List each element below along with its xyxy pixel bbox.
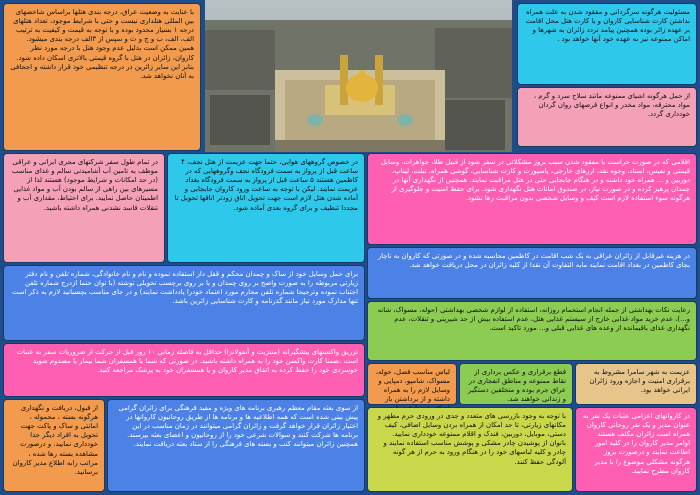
card-right-weapons: از حمل هرگونه اشیای ممنوعه مانند سلاح سرد و گرم ، مواد محترقه، مواد مخدر و انواع قرصهای روان گردان خودداری گردد. xyxy=(518,88,696,146)
card-right-valuables: اقلامی که در صورت حراست یا مفقود شدن سبب بروز مشکلاتی در سفر شود از قبیل طلا، جواهرات، وسایل قیمتی و نفیس، اسناد، وجوه نقد، ارزهای خارجی، پاسپورت و کارت شناسایی، گوشی همراه، تبلت، لپتاپ، دوربین و ... همراه خود داشته و در هنگام جابجایی حتی در هتل مراقبت نمایند. همچنین از نگهداری آنها در چمدان پرهیز کرده و در صورت نیاز، در صندوق امانات هتل نگهداری شود. برای حفظ امنیت و جلوگیری از هرگونه سوء استفاده لازم است کیف و وسایل شخصی بدون مراقبت رها نشود. xyxy=(368,154,696,244)
card-center-air: در خصوص گروههای هوایی، حتما جهت عزیمت از هتل نجف، ۴ ساعت قبل از پرواز به سمت فرودگاه نجف وگروههایی که در کاظمین هستند ۵ ساعت قبل از پرواز به سمت فرودگاه بغداد عزیمت نمایند. لیکن با توجه به ساعت ورود کاروان جابجایی و آماده شدن هتل لازم است جهت تحویل اتاق زودتر اتاقها تحویل تا مجددا تنظیف و برای گروه بعدی آماده شود. xyxy=(168,154,364,262)
card-mid-rules: قطع برقراری و عکس برداری از نقاط ممنوعه و مناطق انفجاری در عراق جرم بوده و متخلفین دستگیر و زندانی خواهند شد. xyxy=(460,364,572,404)
card-mid-laundry: لباس مناسب فصل، حوله، مسواک، شامپو، دمپایی و وسایل لازم را به همراه داشته و از برداشتن بار xyxy=(368,364,456,404)
card-top-left: با عنایت به وضعیت عراق، درجه بندی هتلها براساس شاخصهای بین المللی هتلداری نیست و حتی با شرایط موجود، تعداد هتلهای درجه ۱ بسیار محدود بوده و با توجه به قیمت و کیفیت به ترتیب الف، الف، ب و ج و ث و سپس از ۳الف درجه بندی میشود. همین ممکن است بدلیل عدم وجود هتل با درجه مورد نظر کاروان، زائران در هتل با گروه قیمتی بالاتری اسکان داده شود. بنابر این سایر زائرین در درجه تنظیمی خود قرار داشته و اجحافی به آنان نخواهد شد. xyxy=(4,4,200,150)
card-right-health: رعایت نکات بهداشتی از جمله انجام استحمام روزانه، استفاده از لوازم شخصی بهداشتی (حوله، مسواک، شانه و...)، عدم خرید مواد غذایی خارج از سیستم غذایی هتل، عدم استفاده بیش از حد شیرینی و تنقلات، عدم نگهداری غذای باقیمانده از وعده های غذایی قبلی و... مورد تاکید است. xyxy=(368,302,696,360)
card-top-right: مسئولیت هرگونه سرگردانی و مفقود شدن به علت همراه نداشتن کارت شناسایی کاروان و یا کارت هتل محل اقامت بر عهده زائر بوده همچنین پیامد تردد زائران به شهرها و اماکن ممنوعه نیز به عهده خود آنها خواهد بود . xyxy=(518,4,696,84)
card-mid-bottom-green: با توجه به وجود بازرسی های متعدد و جدی در ورودی حرم مطهر و مکانهای زیارتی، تا حد امکان از همراه بردن وسایل اضافی، کیف دستی، موبایل، دوربین، فندک و اقلام ممنوعه خودداری نمایید. بانوان از پوشیدن چادر مشکی و پوشش مناسب استفاده نمایند و چادر و کلیه لباسهای خود را در هنگام ورود به حرم از هر گونه آلودگی حفظ کنند. xyxy=(368,408,572,491)
card-right-bottom-eyes: در کاروانهای اعزامی عتبات یک نفر به عنوان مدیر و یک نفر روحانی کاروان همراه است زائران مکلف هستند اوامر مدیر کاروان را در کلیه امور اطاعت نمایند و درصورت بروز هرگونه مشکلی موضوع را با مدیر کاروان مطرح نمایید. xyxy=(576,408,696,491)
card-left-road: در تمام طول سفر شرکتهای مجری ایرانی و عراقی موظف به تامین آب آشامیدنی سالم و غذای مناسب (در حد امکانات و شرایط موجود) هستند لذا از مسیرهای بین راهی از سالم بودن آب و مواد غذایی اطمینان حاصل نمایید. برای احتیاط، مقداری آب و تنقلات فاسد نشدنی همراه داشته باشید. xyxy=(4,154,164,262)
card-right-kazimain: در هزینه غیرقابل از زائران عراقی به یک شب اقامت در کاظمین محاسبه شده و در صورتی که کاروان به ناچار بجای کاظمین در بغداد اقامت نمایند مابه التفاوت آن نقدا از کلیه زائران در محل دریافت خواهد شد. xyxy=(368,248,696,298)
card-bottom-center-blue: از سوی بعثه مقام معظم رهبری برنامه های ویژه و مفید فرهنگی برای زائران گرامی پیش بینی شده است که همه اطلاعیه ها و برنامه ها از طریق روحانیون کاروانها در اختیار زائران قرار خواهد گرفت و زائران گرامی میتوانند در زمان مناسب در این برنامه ها شرکت کنند و سوالات شرعی خود را از روحانیون و اعضای بعثه بپرسند. همچنین زائران میتوانند کتب و بسته های فرهنگی را از ستاد بعثه دریافت نمایند. xyxy=(108,400,364,491)
shrine-photo xyxy=(205,0,512,152)
shrine-illustration xyxy=(205,0,512,152)
card-center-vaccine: تزریق واکسنهای پیشگیرانه (منتژیت و آنفولانزا) حداقل به فاصله زمانی ۱۰ روز قبل از حرکت از ضروریات سفر به عتبات است .ضمنا کارت واکسن خود را به همراه داشته باشید. در صورتی که شما یا همسفران شما بیمار یا مصدوم شوید خوسردی خود را حفظ کرده به اتفاق مدیر کاروان و یا همسفران خود به پزشک مراجعه کنید. xyxy=(4,344,364,396)
card-center-luggage: برای حمل وسایل خود از ساک و چمدان محکم و قفل دار استفاده نموده و نام و نام خانوادگی، شماره تلفن و نام دفتر زیارتی مربوطه را به صورت واضح بر روی چمدان و یا بر روی برچسب تحویلی نوشته (با توان حتما ازدرج شماره تلفن اجتناب نموده وترجیحا شماره تلفن محارم مورد اعتماد خودرا یادداشت نمایند) و در جای مناسب بچسبانید لازم به ذکر است تنها مدارک مورد نیاز مانند گذرنامه و کارت شناسایی زائرین باشد. xyxy=(4,266,364,340)
card-right-weather: عزیمت به شهر سامرا مشروط به برقراری امنیت و اجازه ورود زائران ایرانی خواهد بود. xyxy=(576,364,696,404)
card-bottom-left-orange: از قبول، دریافت و نگهداری هرگونه بسته ، محموله ، امانتی و ساک و پاکت جهت تحویل به افراد دیگر جدا خودداری نمایید. و درصورت مشاهده بسته رها شده ، مراتب رابه اطلاع مدیر کاروان برسانید. xyxy=(4,400,104,491)
